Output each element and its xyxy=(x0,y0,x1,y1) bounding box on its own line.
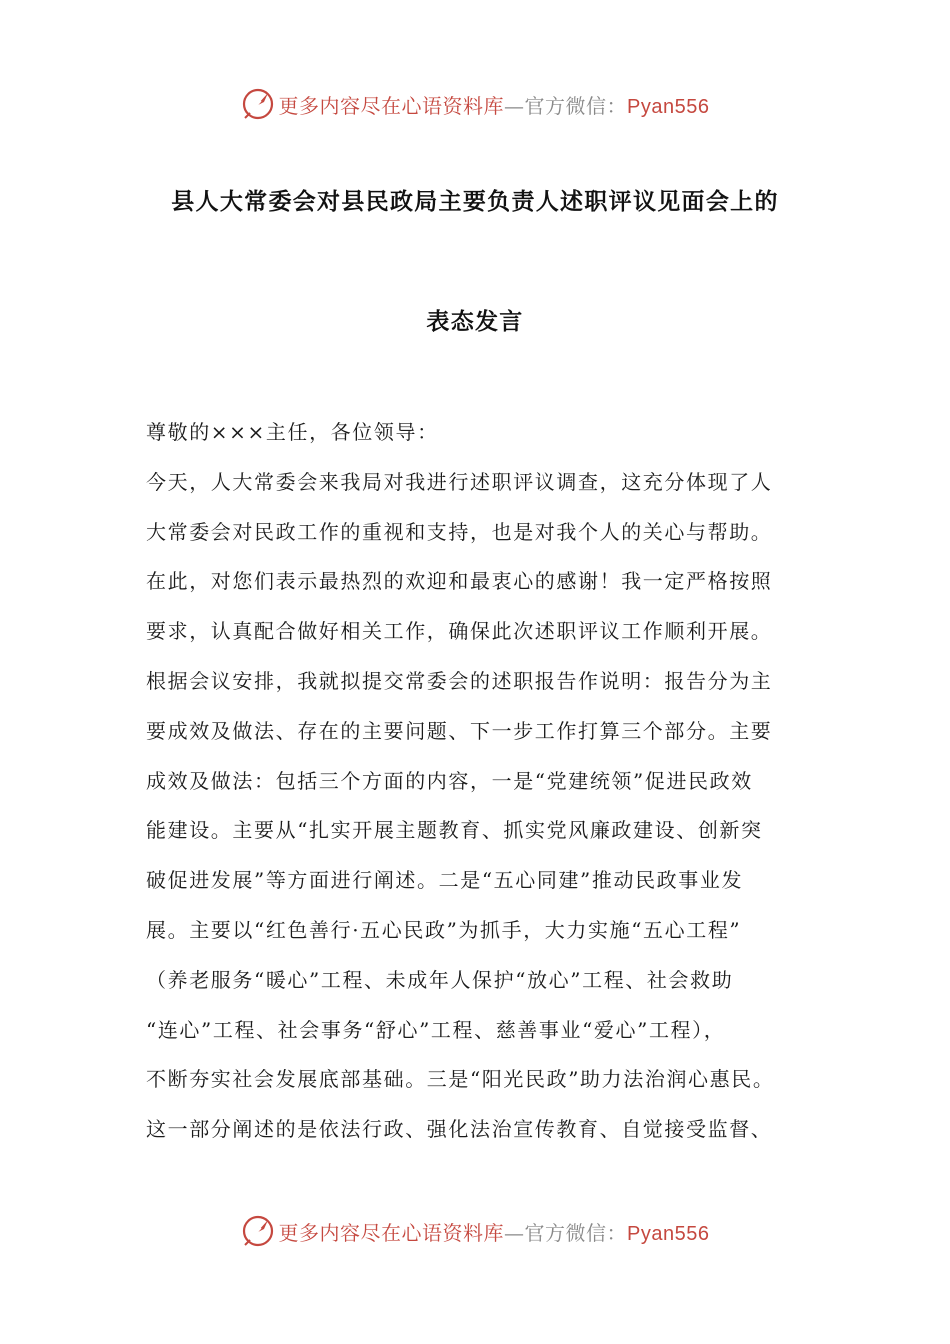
body-line: 今天，人大常委会来我局对我进行述职评议调查，这充分体现了人 xyxy=(146,469,773,494)
watermark-label: 官方微信： xyxy=(524,93,628,118)
document-body xyxy=(146,416,836,1163)
body-line: 这一部分阐述的是依法行政、强化法治宣传教育、自觉接受监督、 xyxy=(146,1117,773,1142)
body-line: （养老服务“暖心”工程、未成年人保护“放心”工程、社会救助 xyxy=(146,967,734,992)
body-line: 破促进发展”等方面进行阐述。二是“五心同建”推动民政事业发 xyxy=(146,868,744,893)
body-line: 尊敬的×××主任，各位领导： xyxy=(146,420,439,444)
quill-pen-logo-icon xyxy=(241,1214,275,1248)
watermark-text xyxy=(279,1217,710,1246)
document-title-line-2: 表态发言 xyxy=(426,309,524,335)
watermark-main-text: 更多内容尽在心语资料库 xyxy=(278,93,505,118)
body-line: 在此，对您们表示最热烈的欢迎和最衷心的感谢！我一定严格按照 xyxy=(146,569,773,594)
body-line: 要成效及做法、存在的主要问题、下一步工作打算三个部分。主要 xyxy=(146,718,773,743)
header-watermark-banner xyxy=(0,84,950,124)
document-title-line-1: 县人大常委会对县民政局主要负责人述职评议见面会上的 xyxy=(171,189,779,215)
watermark-text xyxy=(279,90,710,119)
quill-pen-logo-icon xyxy=(241,87,275,121)
watermark-wechat-id: Pyan556 xyxy=(627,95,710,118)
body-line: “连心”工程、社会事务“舒心”工程、慈善事业“爱心”工程）， xyxy=(146,1017,726,1042)
watermark-wechat-id: Pyan556 xyxy=(627,1222,710,1245)
watermark-dash: — xyxy=(504,1220,525,1245)
watermark-label: 官方微信： xyxy=(524,1220,628,1245)
body-line: 不断夯实社会发展底部基础。三是“阳光民政”助力法治润心惠民。 xyxy=(146,1067,775,1092)
watermark-dash: — xyxy=(504,93,525,118)
body-line: 大常委会对民政工作的重视和支持，也是对我个人的关心与帮助。 xyxy=(146,519,773,544)
body-line: 要求，认真配合做好相关工作，确保此次述职评议工作顺利开展。 xyxy=(146,619,773,644)
footer-watermark-banner xyxy=(0,1211,950,1251)
body-line: 展。主要以“红色善行·五心民政”为抓手，大力实施“五心工程” xyxy=(146,917,742,942)
body-line: 根据会议安排，我就拟提交常委会的述职报告作说明：报告分为主 xyxy=(146,668,773,693)
body-line: 能建设。主要从“扎实开展主题教育、抓实党风廉政建设、创新突 xyxy=(146,818,763,843)
body-line: 成效及做法：包括三个方面的内容，一是“党建统领”促进民政效 xyxy=(146,768,753,793)
watermark-main-text: 更多内容尽在心语资料库 xyxy=(278,1220,505,1245)
